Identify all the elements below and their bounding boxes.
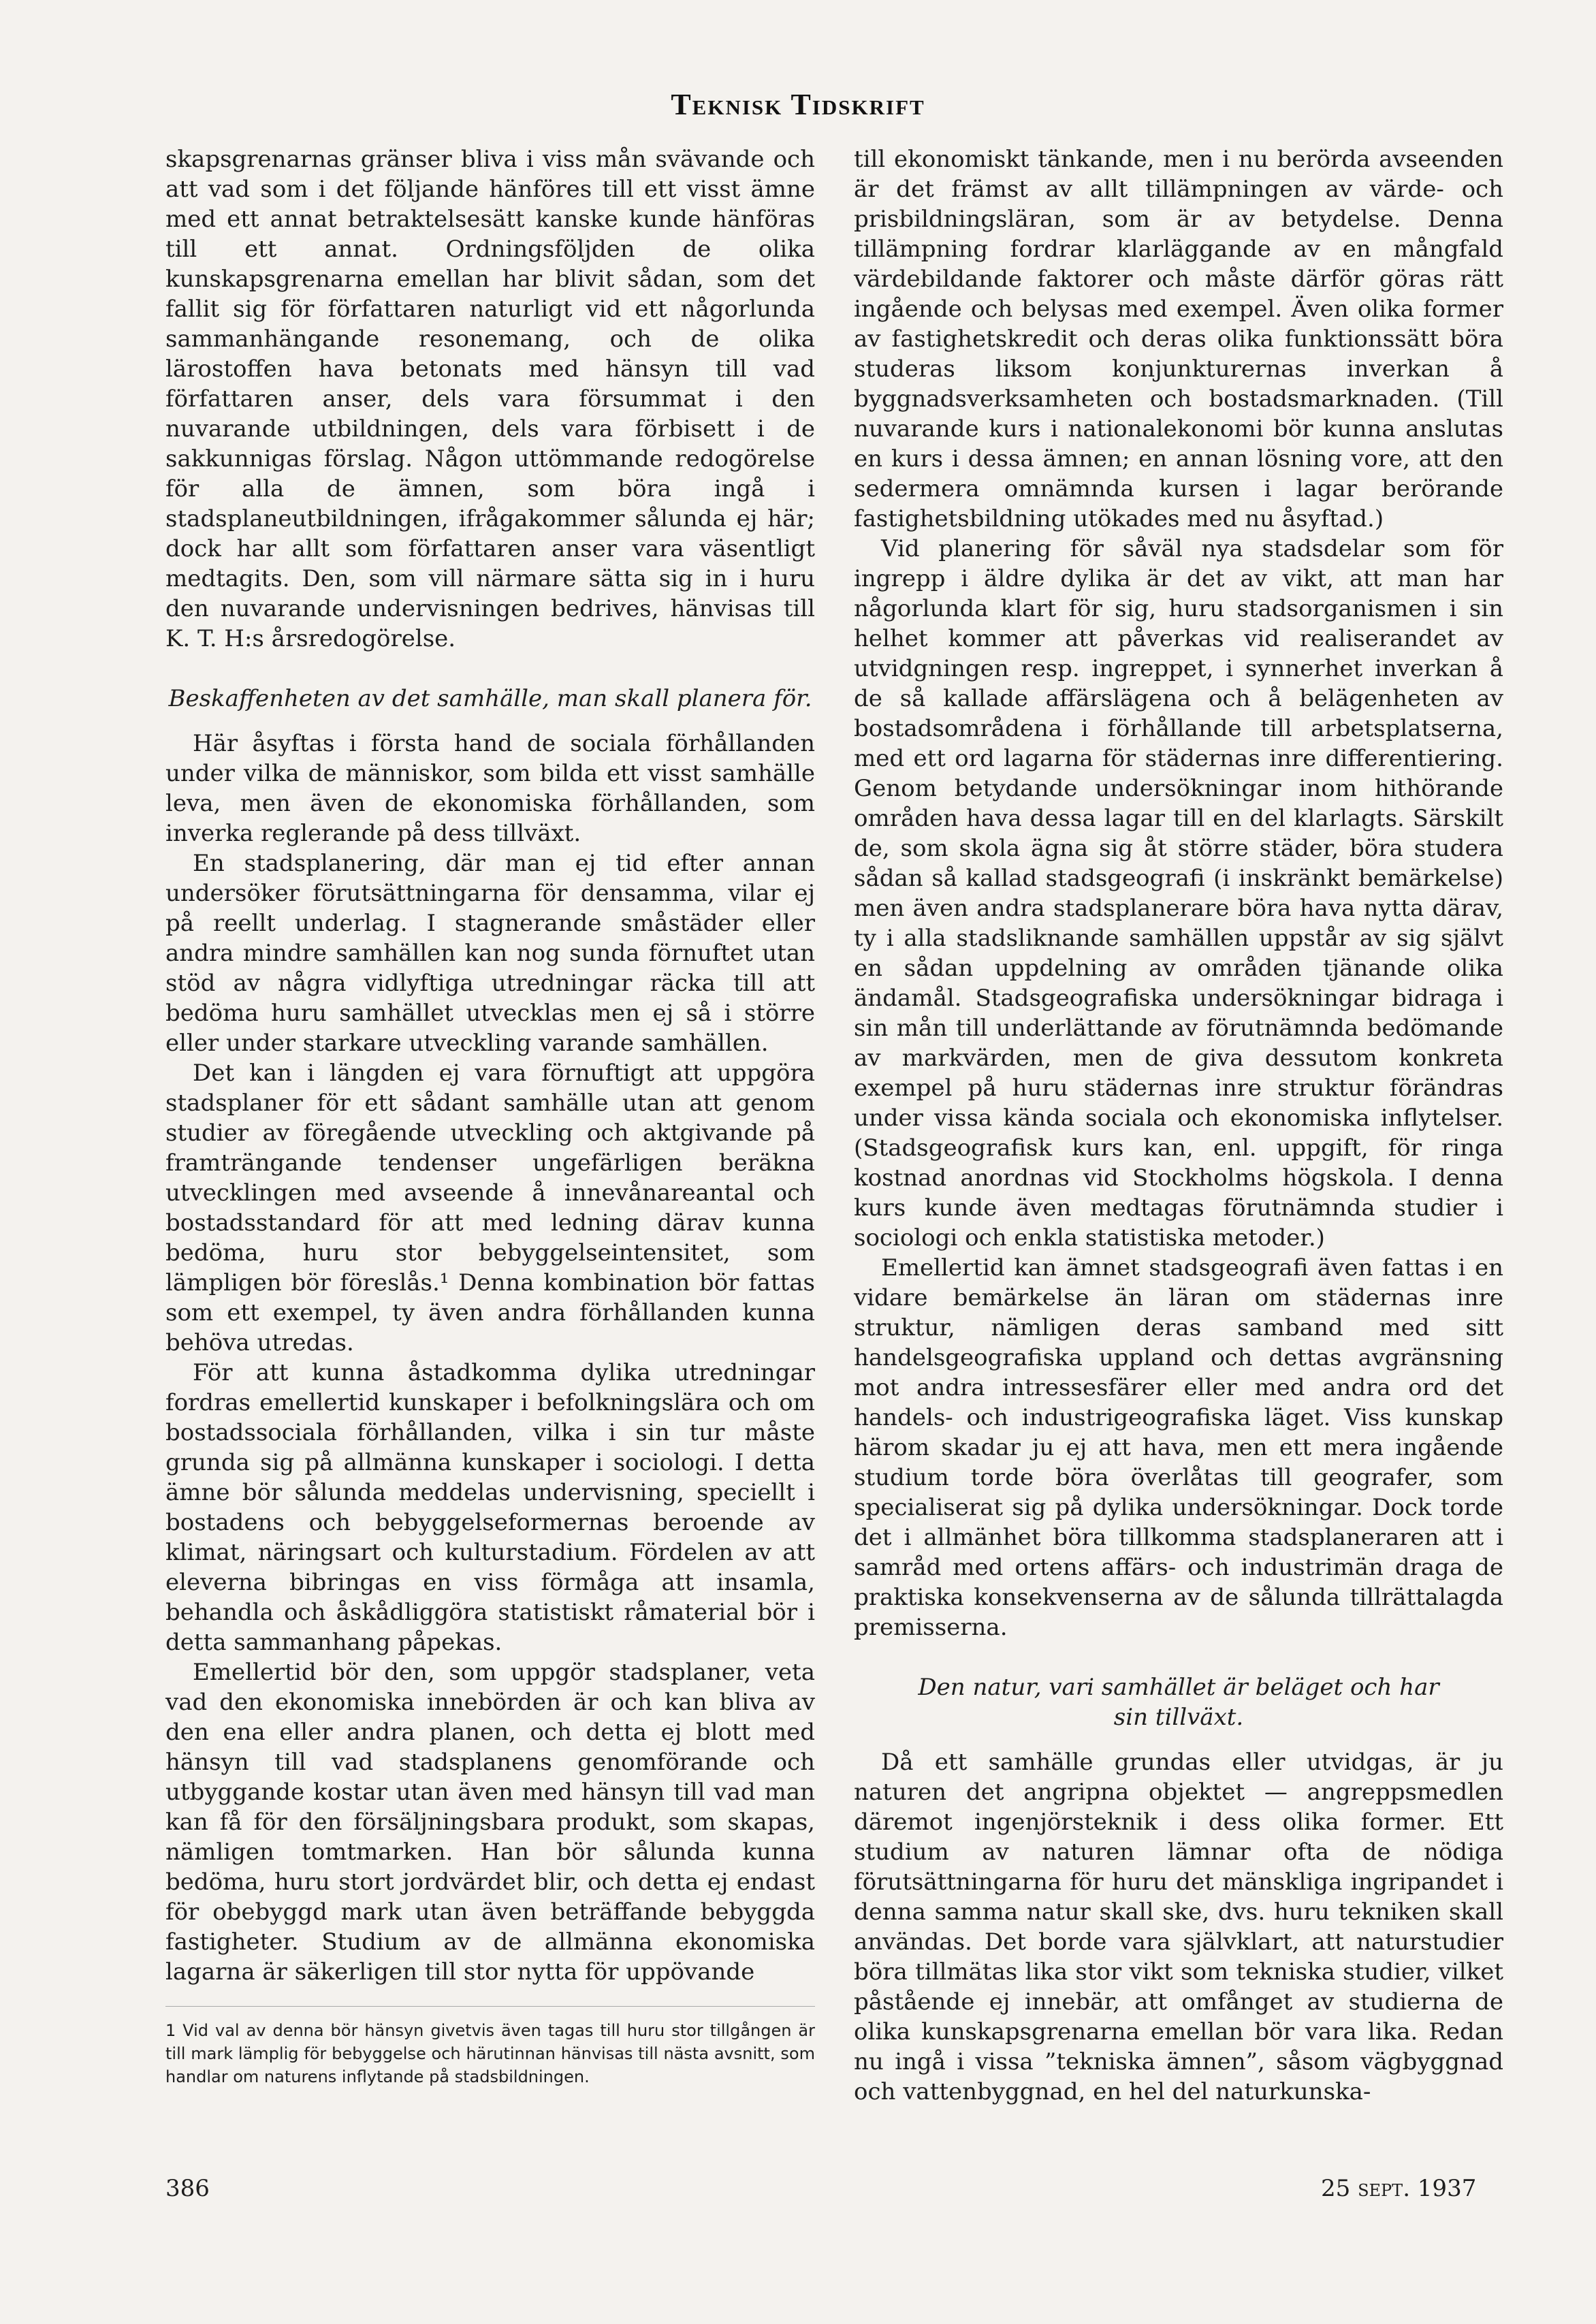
paragraph: Emellertid kan ämnet stadsgeografi även fattas i en vidare bemärkelse än läran om städernas inre struktur, nämligen deras samband med sitt handelsgeografiska uppland och dettas avgränsning mot andra intressesfärer eller med andra ord det handels- och industrigeografiska läget. Viss kunskap härom skadar ju ej att hava, men ett mera ingående studium torde böra överlåtas till geografer, som specialiserat sig på dylika undersökningar. Dock torde det i allmänhet böra tillkomma stadsplaneraren att i samråd med ortens affärs- och industrimän draga de praktiska konsekvenserna av de sålunda tillrättalagda premisserna. — [854, 1254, 1503, 1641]
left-column — [165, 144, 815, 2088]
footnote — [165, 2006, 815, 2088]
paragraph: Emellertid bör den, som uppgör stadsplaner, veta vad den ekonomiska innebörden är och kan bliva av den ena eller andra planen, och detta ej blott med hänsyn till vad stadsplanens genomförande och utbyggande kostar utan även med hänsyn till vad man kan få för den försäljningsbara produkt, som skapas, nämligen tomtmarken. Han bör sålunda kunna bedöma, huru stort jordvärdet blir, och detta ej endast för obebyggd mark utan även beträffande bebyggda fastigheter. Studium av de allmänna ekonomiska lagarna är säkerligen till stor nytta för uppövande — [165, 1659, 815, 1986]
paragraph: Då ett samhälle grundas eller utvidgas, är ju naturen det angripna objektet — angreppsmedlen däremot ingenjörsteknik i dess olika former. Ett studium av naturen lämnar ofta de nödiga förutsättningarna för huru det mänskliga ingripandet i denna samma natur skall ske, dvs. huru tekniken skall användas. Det borde vara självklart, att naturstudier böra tillmätas lika stor vikt som tekniska studier, vilket påstående ej innebär, att omfånget av studierna de olika kunskapsgrenarna emellan bör vara lika. Redan nu ingå i vissa ”tekniska ämnen”, såsom vägbyggnad och vattenbyggnad, en hel del naturkunska- — [854, 1749, 1503, 2105]
paragraph: Här åsyftas i första hand de sociala förhållanden under vilka de människor, som bilda ett visst samhälle leva, men även de ekonomiska förhållanden, som inverka reglerande på dess tillväxt. — [165, 730, 815, 847]
paragraph: till ekonomiskt tänkande, men i nu berörda avseenden är det främst av allt tillämpningen av värde- och prisbildningsläran, som är av betydelse. Denna tillämpning fordrar klarläggande av en mångfald värdebildande faktorer och måste därför göras rätt ingående och belysas med exempel. Även olika former av fastighetskredit och deras olika funktionssätt böra studeras liksom konjunkturernas inverkan å byggnadsverksamheten och bostadsmarknaden. (Till nuvarande kurs i nationalekonomi bör kunna anslutas en kurs i dessa ämnen; en annan lösning vore, att den sedermera omnämnda kursen i lagar berörande fastighetsbildning utökades med nu åsyftad.) — [854, 146, 1503, 532]
footnote-text: 1 Vid val av denna bör hänsyn givetvis även tagas till huru stor tillgången är till mark lämplig för bebyggelse och härutinnan hänvisas till nästa avsnitt, som handlar om naturens inflytande på stadsbildningen. — [165, 2021, 815, 2086]
paragraph: En stadsplanering, där man ej tid efter annan undersöker förutsättningarna för densamma, vilar ej på reellt underlag. I stagnerande småstäder eller andra mindre samhällen kan nog sunda förnuftet utan stöd av några vidlyftiga utredningar räcka till att bedöma huru samhället utvecklas men ej så i större eller under starkare utveckling varande samhällen. — [165, 850, 815, 1057]
page-number: 386 — [165, 2175, 210, 2202]
paragraph: Det kan i längden ej vara förnuftigt att uppgöra stadsplaner för ett sådant samhälle utan att genom studier av föregående utveckling och aktgivande på framträngande tendenser ungefärligen beräkna utvecklingen med avseende å innevånareantal och bostadsstandard för att med ledning därav kunna bedöma, huru stor bebyggelseintensitet, som lämpligen bör föreslås.¹ Denna kombination bör fattas som ett exempel, ty även andra förhållanden kunna behöva utredas. — [165, 1060, 815, 1356]
journal-masthead: Teknisk Tidskrift — [671, 88, 925, 121]
right-column — [854, 144, 1503, 2107]
section-heading — [854, 1672, 1503, 1732]
section-heading-line: Den natur, vari samhället är beläget och har — [918, 1674, 1439, 1701]
section-heading-line: sin tillväxt. — [1113, 1704, 1244, 1731]
paragraph: Vid planering för såväl nya stadsdelar som för ingrepp i äldre dylika är det av vikt, att man har någorlunda klart för sig, huru stadsorganismen i sin helhet kommer att påverkas vid realiserandet av utvidgningen resp. ingreppet, i synnerhet inverkan å de så kallade affärslägena och å belägenheten av bostadsområdena i förhållande till arbetsplatserna, med ett ord lagarna för städernas inre differentiering. Genom betydande undersökningar inom hithörande områden hava dessa lagar till en del klarlagts. Särskilt de, som skola ägna sig åt större städer, böra studera sådan så kallad stadsgeografi (i inskränkt bemärkelse) men även andra stadsplanerare böra hava nytta därav, ty i alla stadsliknande samhällen uppstår av sig självt en sådan uppdelning av områden tjänande olika ändamål. Stadsgeografiska undersökningar bidraga i sin mån till underlättande av förutnämnda bedömande av markvärden, men de giva dessutom konkreta exempel på huru städernas inre struktur förändras under vissa kända sociala och ekonomiska inflytelser. (Stadsgeografisk kurs kan, enl. uppgift, för ringa kostnad anordnas vid Stockholms högskola. I denna kurs kunde även medtagas förutnämnda studier i sociologi och enkla statistiska metoder.) — [854, 535, 1503, 1252]
issue-date: 25 sept. 1937 — [1321, 2175, 1477, 2202]
section-heading: Beskaffenheten av det samhälle, man skall planera för. — [168, 685, 812, 712]
paragraph: För att kunna åstadkomma dylika utredningar fordras emellertid kunskaper i befolkningslära och om bostadssociala förhållanden, vilka i sin tur måste grunda sig på allmänna kunskaper i sociologi. I detta ämne bör sålunda meddelas undervisning, speciellt i bostadens och bebyggelseformernas beroende av klimat, näringsart och kulturstadium. Fördelen av att eleverna bibringas en viss förmåga att insamla, behandla och åskådliggöra statistiskt råmaterial bör i detta sammanhang påpekas. — [165, 1359, 815, 1656]
paragraph: skapsgrenarnas gränser bliva i viss mån svävande och att vad som i det följande hänföres till ett visst ämne med ett annat betraktelsesätt kanske kunde hänföras till ett annat. Ordningsföljden de olika kunskapsgrenarna emellan har blivit sådan, som det fallit sig för författaren naturligt vid ett någorlunda sammanhängande resonemang, och de olika lärostoffen hava betonats med hänsyn till vad författaren anser, dels vara försummat i den nuvarande utbildningen, dels vara förbisett i de sakkunnigas förslag. Någon uttömmande redogörelse för alla de ämnen, som böra ingå i stadsplaneutbildningen, ifrågakommer sålunda ej här; dock har allt som författaren anser vara väsentligt medtagits. Den, som vill närmare sätta sig in i huru den nuvarande undervisningen bedrives, hänvisas till K. T. H:s årsredogörelse. — [165, 146, 815, 652]
